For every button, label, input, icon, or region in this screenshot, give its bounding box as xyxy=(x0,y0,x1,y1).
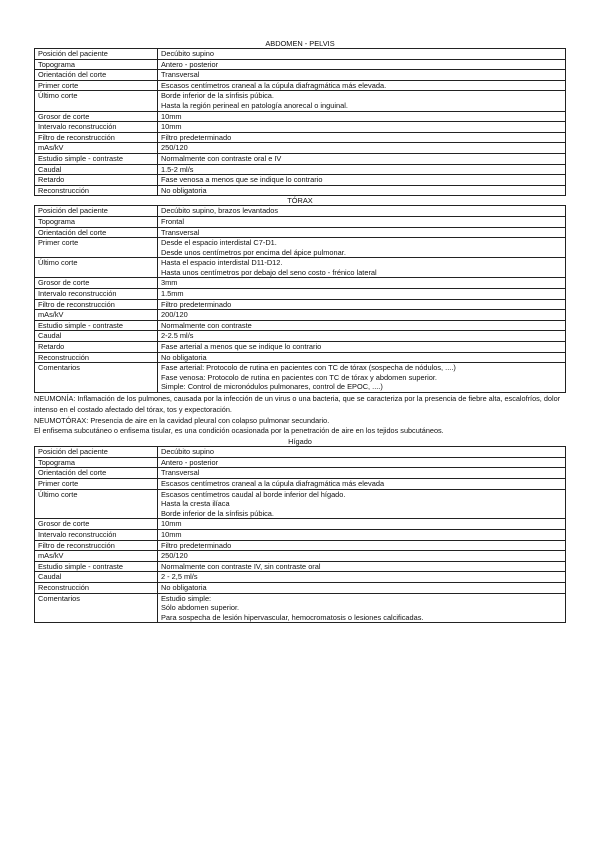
row-label: Grosor de corte xyxy=(35,111,158,122)
row-value xyxy=(158,593,566,623)
value-line: Transversal xyxy=(161,227,200,237)
value-line: Borde inferior de la sínfisis púbica. xyxy=(161,91,274,101)
row-value xyxy=(158,572,566,583)
value-line: No obligatoria xyxy=(161,185,207,195)
value-line: Borde inferior de la sínfisis púbica. xyxy=(161,508,274,518)
row-label: Posición del paciente xyxy=(35,49,158,60)
value-line: Fase venosa: Protocolo de rutina en pacientes con TC de tórax y abdomen superior. xyxy=(161,372,437,382)
value-line: 200/120 xyxy=(161,310,188,320)
table-row xyxy=(35,363,566,393)
row-value xyxy=(158,447,566,458)
row-value xyxy=(158,582,566,593)
row-label: Grosor de corte xyxy=(35,278,158,289)
value-line: Filtro predeterminado xyxy=(161,299,232,309)
row-value xyxy=(158,91,566,111)
value-line: 250/120 xyxy=(161,551,188,561)
table-row xyxy=(35,49,566,60)
value-line: Escasos centímetros caudal al borde inferior del hígado. xyxy=(161,489,346,499)
note-neumonia xyxy=(34,394,566,416)
row-label: Topograma xyxy=(35,59,158,70)
table-row xyxy=(35,331,566,342)
value-line: Sólo abdomen superior. xyxy=(161,603,240,613)
row-value xyxy=(158,70,566,81)
table-row xyxy=(35,185,566,196)
table-row xyxy=(35,122,566,133)
table-row xyxy=(35,529,566,540)
protocol-document xyxy=(34,39,566,623)
row-label: Último corte xyxy=(35,91,158,111)
row-value xyxy=(158,457,566,468)
row-value xyxy=(158,299,566,310)
table-row xyxy=(35,582,566,593)
row-label: Estudio simple - contraste xyxy=(35,320,158,331)
row-label: Filtro de reconstrucción xyxy=(35,132,158,143)
value-line: Escasos centímetros craneal a la cúpula diafragmática más elevada xyxy=(161,478,385,488)
row-label: Filtro de reconstrucción xyxy=(35,299,158,310)
row-value xyxy=(158,132,566,143)
row-value xyxy=(158,206,566,217)
row-label: Primer corte xyxy=(35,80,158,91)
section-title-torax: TÓRAX xyxy=(287,196,313,206)
value-line: Filtro predeterminado xyxy=(161,132,232,142)
value-line: Filtro predeterminado xyxy=(161,540,232,550)
value-line: Hasta la cresta ilíaca xyxy=(161,499,230,509)
row-label: Reconstrucción xyxy=(35,582,158,593)
value-line: 2 - 2,5 ml/s xyxy=(161,572,198,582)
row-label: Grosor de corte xyxy=(35,519,158,530)
value-line: Desde el espacio interdistal C7-D1. xyxy=(161,238,277,248)
row-label: Primer corte xyxy=(35,478,158,489)
row-value xyxy=(158,489,566,519)
row-value xyxy=(158,143,566,154)
table-row xyxy=(35,175,566,186)
row-label: Topograma xyxy=(35,457,158,468)
row-label: Último corte xyxy=(35,258,158,278)
row-value xyxy=(158,153,566,164)
value-line: Hasta el espacio interdistal D11-D12. xyxy=(161,258,283,268)
row-label: Reconstrucción xyxy=(35,352,158,363)
table-abdomen-pelvis xyxy=(34,48,566,196)
row-label: Filtro de reconstrucción xyxy=(35,540,158,551)
value-line: Desde unos centímetros por encima del ápice pulmonar. xyxy=(161,247,346,257)
row-label: mAs/kV xyxy=(35,551,158,562)
table-row xyxy=(35,80,566,91)
table-row xyxy=(35,320,566,331)
row-value xyxy=(158,320,566,331)
row-label: Retardo xyxy=(35,175,158,186)
row-value xyxy=(158,289,566,300)
value-line: 10mm xyxy=(161,111,182,121)
value-line: Transversal xyxy=(161,70,200,80)
row-value xyxy=(158,310,566,321)
value-line: Estudio simple: xyxy=(161,593,212,603)
row-value xyxy=(158,278,566,289)
table-row xyxy=(35,111,566,122)
value-line: No obligatoria xyxy=(161,582,207,592)
table-row xyxy=(35,289,566,300)
value-line: Antero - posterior xyxy=(161,59,219,69)
row-value xyxy=(158,164,566,175)
row-label: Caudal xyxy=(35,164,158,175)
definitions-notes xyxy=(34,394,566,437)
row-value xyxy=(158,80,566,91)
value-line: Fase arterial: Protocolo de rutina en pacientes con TC de tórax (sospecha de nódulos, ....) xyxy=(161,363,456,373)
row-label: Intervalo reconstrucción xyxy=(35,122,158,133)
note-text: Inflamación de los pulmones, causada por la infección de un virus o una bacteria, que se caracteriza por la presencia de fiebre alta, escalofríos, dolor intenso en el costado afectado del tórax, tos y expectoración. xyxy=(34,394,561,414)
table-row xyxy=(35,258,566,278)
row-value xyxy=(158,519,566,530)
table-row xyxy=(35,91,566,111)
value-line: Normalmente con contraste oral e IV xyxy=(161,153,282,163)
value-line: Decúbito supino xyxy=(161,49,215,58)
value-line: 10mm xyxy=(161,529,182,539)
table-row xyxy=(35,310,566,321)
value-line: Normalmente con contraste xyxy=(161,320,252,330)
value-line: Fase venosa a menos que se indique lo contrario xyxy=(161,175,323,185)
row-label: Intervalo reconstrucción xyxy=(35,289,158,300)
table-row xyxy=(35,164,566,175)
row-label: Comentarios xyxy=(35,363,158,393)
row-label: Orientación del corte xyxy=(35,70,158,81)
row-label: mAs/kV xyxy=(35,143,158,154)
row-label: Caudal xyxy=(35,331,158,342)
row-value xyxy=(158,59,566,70)
row-label: Reconstrucción xyxy=(35,185,158,196)
row-value xyxy=(158,227,566,238)
table-row xyxy=(35,342,566,353)
note-text: El enfisema subcutáneo o enfisema tisular, es una condición ocasionada por la penetración de aire en los tejidos subcutáneos. xyxy=(34,426,444,436)
table-row xyxy=(35,551,566,562)
row-value xyxy=(158,185,566,196)
row-value xyxy=(158,551,566,562)
row-value xyxy=(158,238,566,258)
row-label: Estudio simple - contraste xyxy=(35,561,158,572)
row-value xyxy=(158,540,566,551)
row-value xyxy=(158,49,566,60)
value-line: Decúbito supino, brazos levantados xyxy=(161,206,279,216)
value-line: Hasta la región perineal en patología anorecal o inguinal. xyxy=(161,100,348,110)
table-row xyxy=(35,447,566,458)
section-title-abdomen-pelvis: ABDOMEN - PELVIS xyxy=(265,39,335,48)
row-label: Topograma xyxy=(35,216,158,227)
table-row xyxy=(35,352,566,363)
row-value xyxy=(158,331,566,342)
value-line: 1.5mm xyxy=(161,289,184,299)
row-label: Retardo xyxy=(35,342,158,353)
value-line: Antero - posterior xyxy=(161,457,219,467)
row-value xyxy=(158,258,566,278)
table-row xyxy=(35,299,566,310)
table-row xyxy=(35,519,566,530)
value-line: Normalmente con contraste IV, sin contraste oral xyxy=(161,561,321,571)
table-row xyxy=(35,206,566,217)
value-line: Decúbito supino xyxy=(161,447,215,457)
value-line: Transversal xyxy=(161,468,200,478)
row-label: mAs/kV xyxy=(35,310,158,321)
value-line: Frontal xyxy=(161,216,185,226)
table-row xyxy=(35,278,566,289)
table-row xyxy=(35,478,566,489)
value-line: Fase arterial a menos que se indique lo contrario xyxy=(161,342,322,352)
row-value xyxy=(158,111,566,122)
row-label: Último corte xyxy=(35,489,158,519)
note-term: NEUMONÍA: xyxy=(34,394,76,403)
value-line: Hasta unos centímetros por debajo del seno costo - frénico lateral xyxy=(161,267,377,277)
value-line: 3mm xyxy=(161,278,178,288)
row-label: Comentarios xyxy=(35,593,158,623)
table-higado xyxy=(34,446,566,623)
table-row xyxy=(35,216,566,227)
row-value xyxy=(158,561,566,572)
row-value xyxy=(158,352,566,363)
row-value xyxy=(158,216,566,227)
row-value xyxy=(158,363,566,393)
row-label: Orientación del corte xyxy=(35,227,158,238)
value-line: 1.5-2 ml/s xyxy=(161,164,194,174)
table-row xyxy=(35,143,566,154)
row-label: Intervalo reconstrucción xyxy=(35,529,158,540)
value-line: Para sospecha de lesión hipervascular, hemocromatosis o lesiones calcificadas. xyxy=(161,612,424,622)
note-term: NEUMOTÓRAX: xyxy=(34,415,89,425)
value-line: 2-2.5 ml/s xyxy=(161,331,194,341)
table-row xyxy=(35,153,566,164)
value-line: Escasos centímetros craneal a la cúpula diafragmática más elevada. xyxy=(161,80,387,90)
table-row xyxy=(35,540,566,551)
table-row xyxy=(35,227,566,238)
table-row xyxy=(35,593,566,623)
table-torax xyxy=(34,205,566,393)
table-row xyxy=(35,489,566,519)
table-row xyxy=(35,238,566,258)
row-value xyxy=(158,122,566,133)
row-value xyxy=(158,342,566,353)
section-title-higado: Hígado xyxy=(288,437,312,447)
row-label: Orientación del corte xyxy=(35,468,158,479)
row-value xyxy=(158,468,566,479)
table-row xyxy=(35,561,566,572)
row-label: Caudal xyxy=(35,572,158,583)
table-row xyxy=(35,70,566,81)
table-row xyxy=(35,468,566,479)
value-line: 10mm xyxy=(161,519,182,529)
row-value xyxy=(158,175,566,186)
table-row xyxy=(35,457,566,468)
table-row xyxy=(35,59,566,70)
value-line: No obligatoria xyxy=(161,352,207,362)
table-row xyxy=(35,132,566,143)
table-row xyxy=(35,572,566,583)
value-line: 10mm xyxy=(161,122,182,132)
row-label: Posición del paciente xyxy=(35,206,158,217)
row-label: Primer corte xyxy=(35,238,158,258)
row-value xyxy=(158,529,566,540)
note-text: Presencia de aire en la cavidad pleural con colapso pulmonar secundario. xyxy=(88,415,330,425)
value-line: Simple: Control de micronódulos pulmonares, control de EPOC, ....) xyxy=(161,382,383,392)
row-value xyxy=(158,478,566,489)
row-label: Estudio simple - contraste xyxy=(35,153,158,164)
note-enfisema xyxy=(34,426,566,437)
value-line: 250/120 xyxy=(161,143,188,153)
row-label: Posición del paciente xyxy=(35,447,158,458)
note-neumotorax xyxy=(34,416,566,427)
